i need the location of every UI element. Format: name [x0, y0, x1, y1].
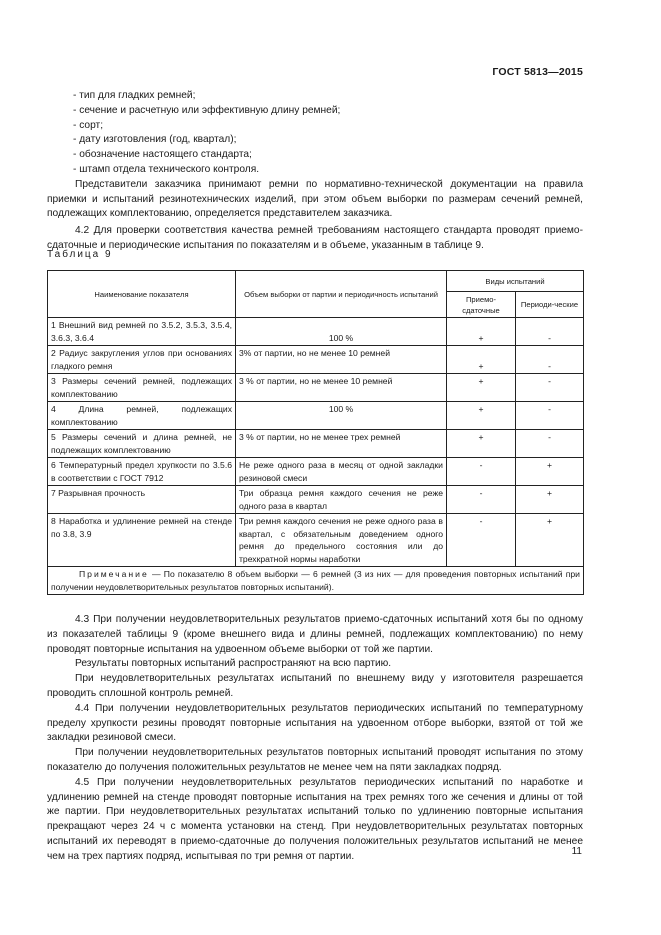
cell-sample: Три образца ремня каждого сечения не реже одного раза в квартал: [236, 486, 447, 514]
header-indicator: Наименование показателя: [48, 271, 236, 318]
cell-acceptance: +: [447, 402, 516, 430]
cell-indicator: 6 Температурный предел хрупкости по 3.5.6 в соответствии с ГОСТ 7912: [48, 458, 236, 486]
cell-sample: Три ремня каждого сечения не реже одного раза в квартал, с обязательным доведением одного ремня до предельного состояния или до трехкратной нормы наработки: [236, 514, 447, 567]
cell-acceptance: +: [447, 346, 516, 374]
table-row: [48, 458, 584, 486]
header-sample: Объем выборки от партии и периодичность испытаний: [236, 271, 447, 318]
cell-periodic: +: [516, 514, 584, 567]
header-periodic: Периоди-ческие: [516, 292, 584, 318]
cell-sample: 3% от партии, но не менее 10 ремней: [236, 346, 447, 374]
paragraph: 4.3 При получении неудовлетворительных результатов приемо-сдаточных испытаний хотя бы по одному из показателей таблицы 9 (кроме внешнего вида и длины ремней, подлежащих комплектованию) по нему проводят повторные испытания на удвоенном объеме выборки от той же партии.: [47, 614, 583, 655]
cell-acceptance: +: [447, 318, 516, 346]
cell-acceptance: +: [447, 374, 516, 402]
cell-acceptance: -: [447, 514, 516, 567]
note-label: Примечание: [79, 569, 149, 579]
list-item: - штамп отдела технического контроля.: [73, 163, 260, 175]
list-item: - сечение и расчетную или эффективную длину ремней;: [73, 104, 341, 116]
table-9: [47, 270, 584, 595]
page-number: 11: [571, 846, 582, 857]
paragraph-4-2: 4.2 Для проверки соответствия качества ремней требованиям настоящего стандарта проводят приемо-сдаточные и периодические испытания по показателям и в объеме, указанным в таблице 9.: [47, 225, 583, 251]
cell-indicator: 8 Наработка и удлинение ремней на стенде по 3.8, 3.9: [48, 514, 236, 567]
cell-sample: 100 %: [236, 402, 447, 430]
list-item: - сорт;: [73, 119, 104, 131]
note-text: — По показателю 8 объем выборки — 6 ремней (3 из них — для проведения повторных испытаний при получении неудовлетворительных результатов повторных испытаний).: [51, 569, 580, 592]
cell-sample: 3 % от партии, но не менее трех ремней: [236, 430, 447, 458]
cell-indicator: 5 Размеры сечений и длина ремней, не подлежащих комплектованию: [48, 430, 236, 458]
cell-indicator: 4 Длина ремней, подлежащих комплектованию: [48, 402, 236, 430]
paragraph: Результаты повторных испытаний распространяют на всю партию.: [75, 658, 392, 670]
cell-sample: 100 %: [236, 318, 447, 346]
list-item: - обозначение настоящего стандарта;: [73, 149, 252, 161]
paragraph: 4.4 При получении неудовлетворительных результатов периодических испытаний по температурному пределу хрупкости резины проводят повторные испытания на удвоенном отборе выборки, взятой от той же закладки резиновой смеси.: [47, 702, 583, 744]
table-caption: Таблица 9: [47, 249, 113, 260]
header-acceptance: Приемо-сдаточные: [447, 292, 516, 318]
cell-indicator: 2 Радиус закругления углов при основаниях гладкого ремня: [48, 346, 236, 374]
table-row: [48, 430, 584, 458]
list-item: - дату изготовления (год, квартал);: [73, 134, 237, 146]
table-row: [48, 374, 584, 402]
cell-acceptance: +: [447, 430, 516, 458]
cell-periodic: +: [516, 486, 584, 514]
table-row: [48, 346, 584, 374]
table-row: [48, 486, 584, 514]
list-item: - тип для гладких ремней;: [73, 90, 196, 101]
header-test-types: Виды испытаний: [447, 271, 584, 292]
cell-indicator: 7 Разрывная прочность: [48, 486, 236, 514]
cell-periodic: -: [516, 346, 584, 374]
cell-indicator: 1 Внешний вид ремней по 3.5.2, 3.5.3, 3.5.4, 3.6.3, 3.6.4: [48, 318, 236, 346]
cell-acceptance: -: [447, 486, 516, 514]
table-note: [48, 567, 584, 595]
paragraph: При неудовлетворительных результатах испытаний по внешнему виду у изготовителя разрешается проводить сплошной контроль ремней.: [47, 673, 583, 699]
cell-sample: Не реже одного раза в месяц от одной закладки резиновой смеси: [236, 458, 447, 486]
body-text-after-table: [47, 613, 583, 865]
cell-periodic: -: [516, 374, 584, 402]
table-row: [48, 402, 584, 430]
cell-sample: 3 % от партии, но не менее 10 ремней: [236, 374, 447, 402]
paragraph-customer: Представители заказчика принимают ремни по нормативно-технической документации на правила приемки и испытаний резинотехнических изделий, при этом объем выборки по размерам сечений ремней, подлежащих комплектованию, определяется представителем заказчика.: [47, 178, 583, 220]
paragraph: 4.5 При получении неудовлетворительных результатов периодических испытаний по наработке и удлинению ремней на стенде проводят повторные испытания на трех ремнях того же сечения и длины от той же партии. При неудовлетворительных результатах испытаний только по удлинению повторные испытания прекращают через 24 ч с момента установки на стенд. При неудовлетворительных результатах повторных испытаний их переводят в приемо-сдаточные до получения положительных результатов испытаний не менее чем на трех партиях подряд, испытывая по три ремня от партии.: [47, 776, 583, 862]
cell-indicator: 3 Размеры сечений ремней, подлежащих комплектованию: [48, 374, 236, 402]
table-row: [48, 514, 584, 567]
cell-periodic: -: [516, 402, 584, 430]
cell-acceptance: -: [447, 458, 516, 486]
cell-periodic: -: [516, 318, 584, 346]
document-code: ГОСТ 5813—2015: [492, 66, 583, 78]
cell-periodic: -: [516, 430, 584, 458]
cell-periodic: +: [516, 458, 584, 486]
table-row: [48, 318, 584, 346]
paragraph: При получении неудовлетворительных результатов повторных испытаний проводят испытания по этому показателю до получения положительных результатов не менее чем на пяти закладках подряд.: [47, 747, 583, 773]
requirements-list: [47, 89, 583, 254]
